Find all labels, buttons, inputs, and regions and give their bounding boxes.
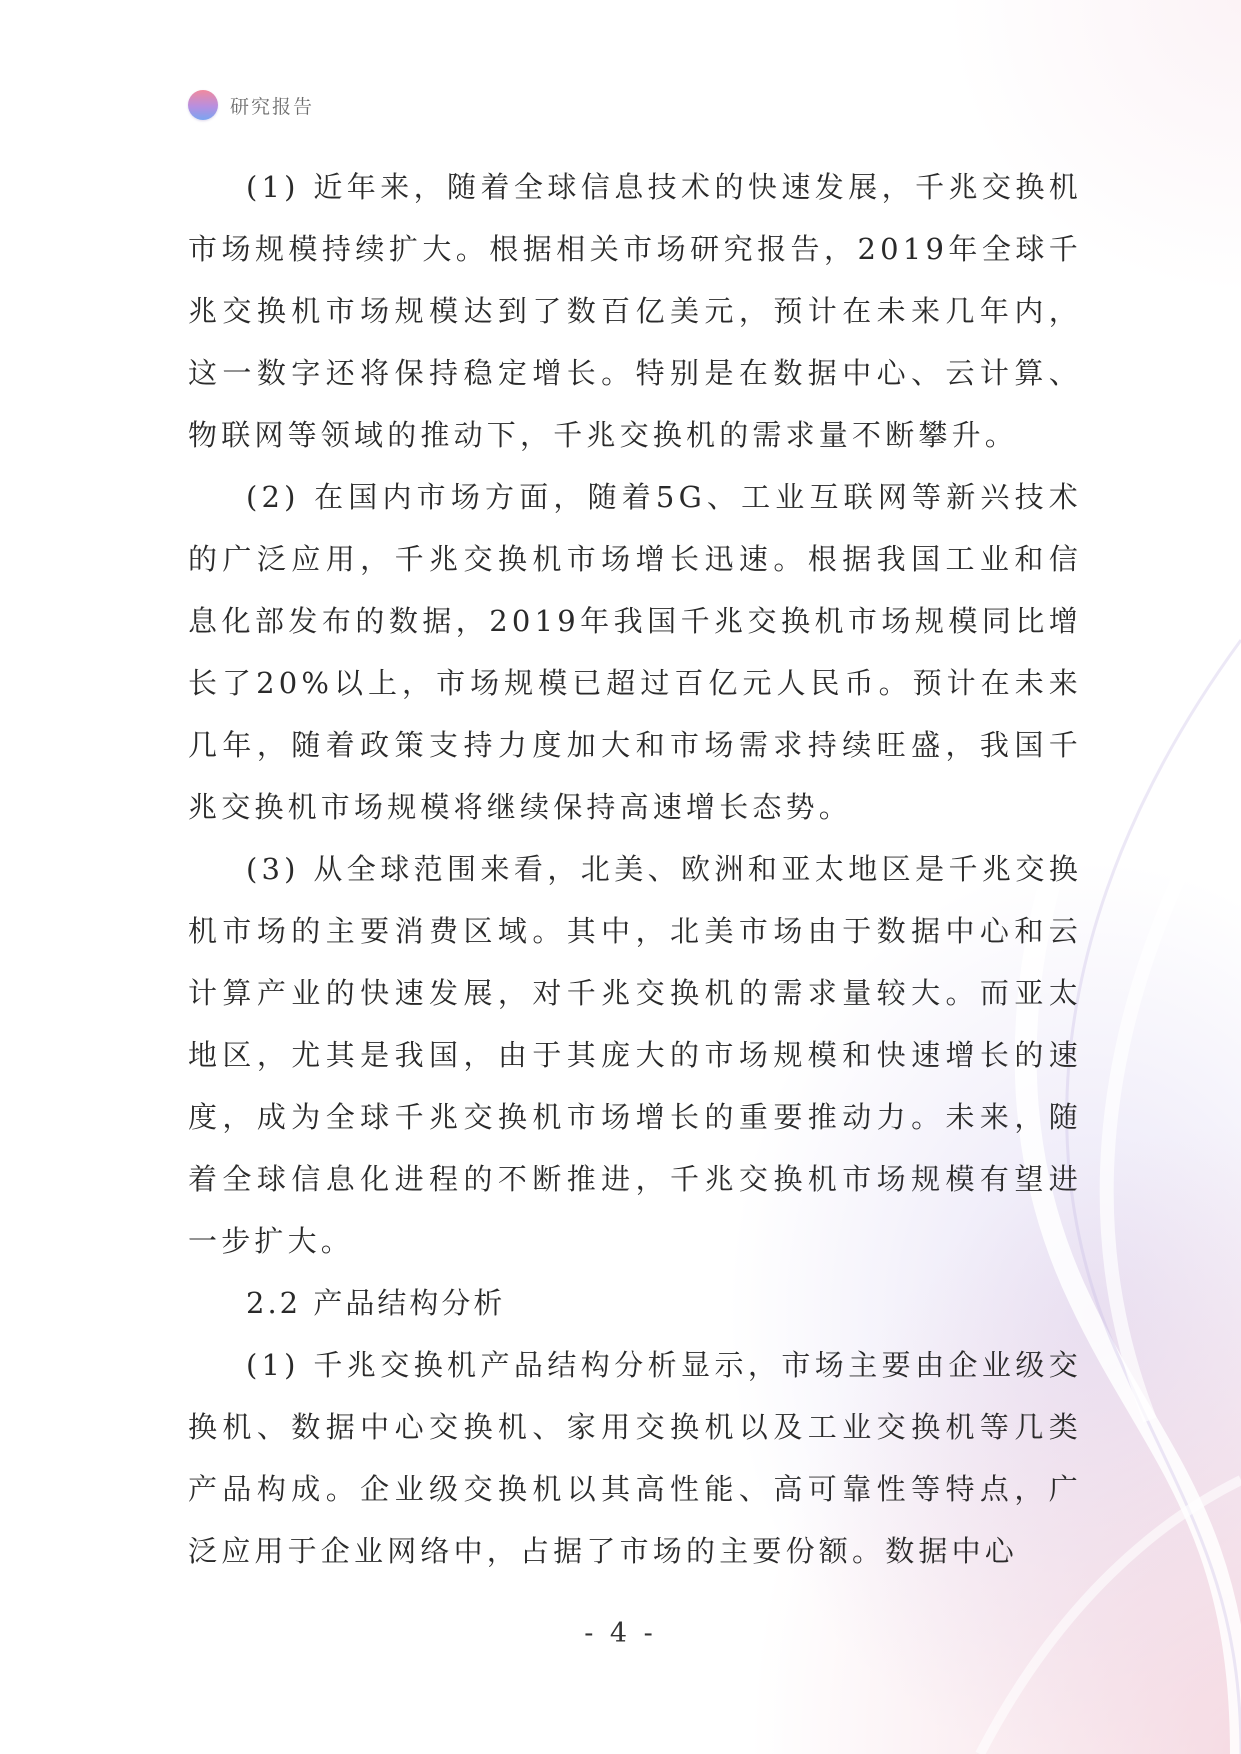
paragraph-regional-market: (3) 从全球范围来看，北美、欧洲和亚太地区是千兆交换机市场的主要消费区域。其中，北美市场由于数据中心和云计算产业的快速发展，对千兆交换机的需求量较大。而亚太地区，尤其是我国，由于其庞大的市场规模和快速增长的速度，成为全球千兆交换机市场增长的重要推动力。未来，随着全球信息化进程的不断推进，千兆交换机市场规模有望进一步扩大。 xyxy=(188,852,1082,1258)
report-body xyxy=(188,156,1082,1582)
paragraph-global-market: (1) 近年来，随着全球信息技术的快速发展，千兆交换机市场规模持续扩大。根据相关市场研究报告，2019年全球千兆交换机市场规模达到了数百亿美元，预计在未来几年内，这一数字还将保持稳定增长。特别是在数据中心、云计算、物联网等领域的推动下，千兆交换机的需求量不断攀升。 xyxy=(188,170,1082,452)
report-logo-icon xyxy=(188,90,218,120)
section-heading-product-structure: 2.2 产品结构分析 xyxy=(246,1286,506,1320)
paragraph-domestic-market: (2) 在国内市场方面，随着5G、工业互联网等新兴技术的广泛应用，千兆交换机市场增长迅速。根据我国工业和信息化部发布的数据，2019年我国千兆交换机市场规模同比增长了20%以上，市场规模已超过百亿元人民币。预计在未来几年，随着政策支持力度加大和市场需求持续旺盛，我国千兆交换机市场规模将继续保持高速增长态势。 xyxy=(188,480,1082,824)
page-number: - 4 - xyxy=(584,1618,657,1649)
report-header xyxy=(188,90,314,120)
paragraph-product-structure: (1) 千兆交换机产品结构分析显示，市场主要由企业级交换机、数据中心交换机、家用交换机以及工业交换机等几类产品构成。企业级交换机以其高性能、高可靠性等特点，广泛应用于企业网络中，占据了市场的主要份额。数据中心 xyxy=(188,1348,1082,1568)
header-title: 研究报告 xyxy=(230,95,315,118)
